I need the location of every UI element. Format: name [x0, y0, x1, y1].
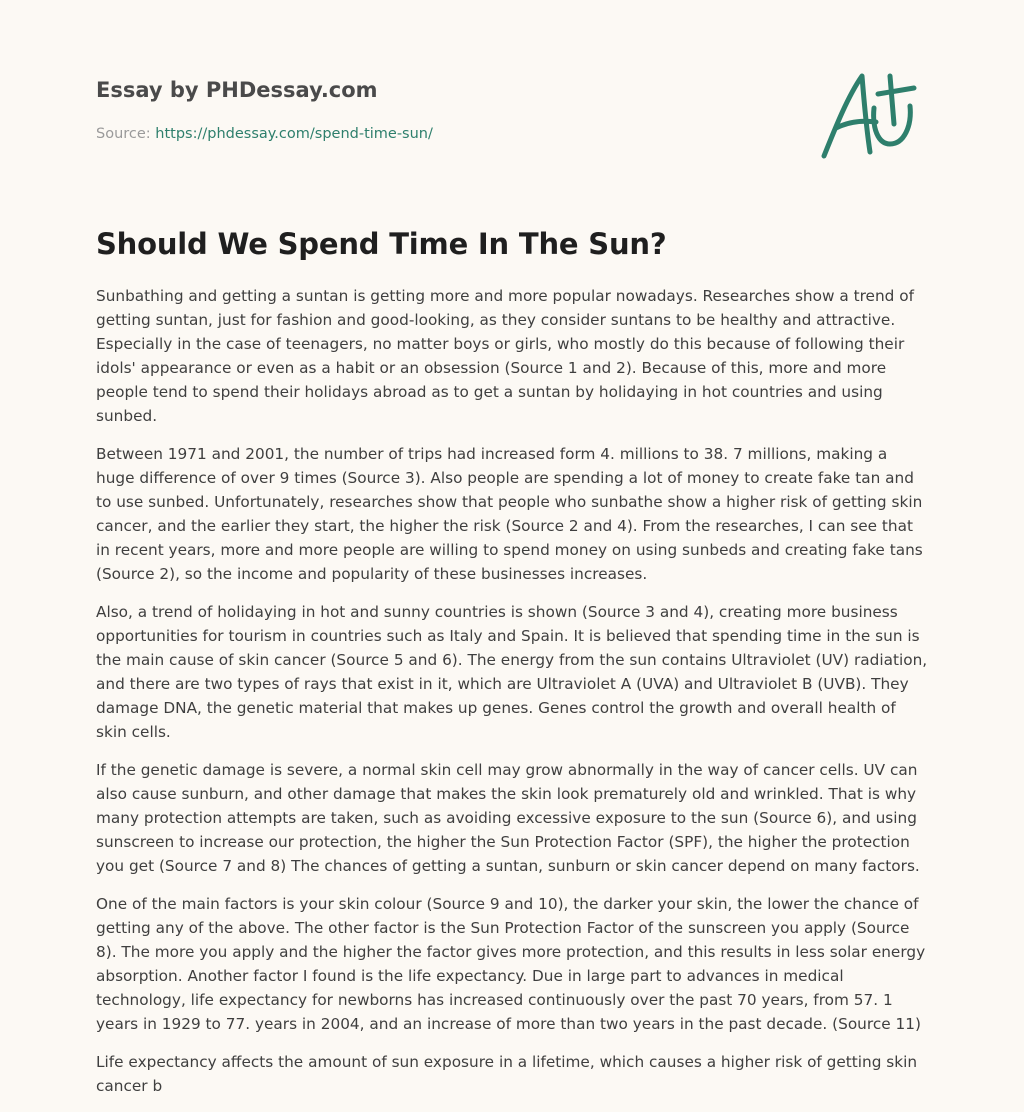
brand-title: Essay by PHDessay.com: [96, 78, 378, 102]
a-plus-logo-icon: [816, 66, 926, 166]
source-link[interactable]: https://phdessay.com/spend-time-sun/: [155, 126, 433, 142]
article-paragraph: Life expectancy affects the amount of sun exposure in a lifetime, which causes a higher risk of getting skin cancer b: [96, 1053, 918, 1095]
article-paragraph: If the genetic damage is severe, a normal skin cell may grow abnormally in the way of cancer cells. UV can also cause sunburn, and other damage that makes the skin look prematurely old and wrinkled. That is why many protection attempts are taken, such as avoiding excessive exposure to the sun (Source 6), and using sunscreen to increase our protection, the higher the Sun Protection Factor (SPF), the higher the protection you get (Source 7 and 8) The chances of getting a suntan, sunburn or skin cancer depend on many factors.: [96, 761, 920, 875]
source-label: Source:: [96, 126, 156, 142]
article-paragraph: Between 1971 and 2001, the number of trips had increased form 4. millions to 38. 7 millions, making a huge difference of over 9 times (Source 3). Also people are spending a lot of money to create fake tan and to use sunbed. Unfortunately, researches show that people who sunbathe show a higher risk of getting skin cancer, and the earlier they start, the higher the risk (Source 2 and 4). From the researches, I can see that in recent years, more and more people are willing to spend money on using sunbeds and creating fake tans (Source 2), so the income and popularity of these businesses increases.: [96, 445, 923, 583]
article-title: Should We Spend Time In The Sun?: [96, 227, 667, 261]
article-paragraph: Sunbathing and getting a suntan is getting more and more popular nowadays. Researches show a trend of getting suntan, just for fashion and good-looking, as they consider suntans to be healthy and attractive. Especially in the case of teenagers, no matter boys or girls, who mostly do this because of following their idols' appearance or even as a habit or an obsession (Source 1 and 2). Because of this, more and more people tend to spend their holidays abroad as to get a suntan by holidaying in hot countries and using sunbed.: [96, 287, 914, 425]
article-paragraph: Also, a trend of holidaying in hot and sunny countries is shown (Source 3 and 4), creating more business opportunities for tourism in countries such as Italy and Spain. It is believed that spending time in the sun is the main cause of skin cancer (Source 5 and 6). The energy from the sun contains Ultraviolet (UV) radiation, and there are two types of rays that exist in it, which are Ultraviolet A (UVA) and Ultraviolet B (UVB). They damage DNA, the genetic material that makes up genes. Genes control the growth and overall health of skin cells.: [96, 603, 928, 741]
article-paragraph: One of the main factors is your skin colour (Source 9 and 10), the darker your skin, the lower the chance of getting any of the above. The other factor is the Sun Protection Factor of the sunscreen you apply (Source 8). The more you apply and the higher the factor gives more protection, and this results in less solar energy absorption. Another factor I found is the life expectancy. Due in large part to advances in medical technology, life expectancy for newborns has increased continuously over the past 70 years, from 57. 1 years in 1929 to 77. years in 2004, and an increase of more than two years in the past decade. (Source 11): [96, 895, 926, 1033]
article: [96, 224, 930, 1112]
source-line: [96, 124, 926, 144]
page-header: [96, 76, 926, 176]
